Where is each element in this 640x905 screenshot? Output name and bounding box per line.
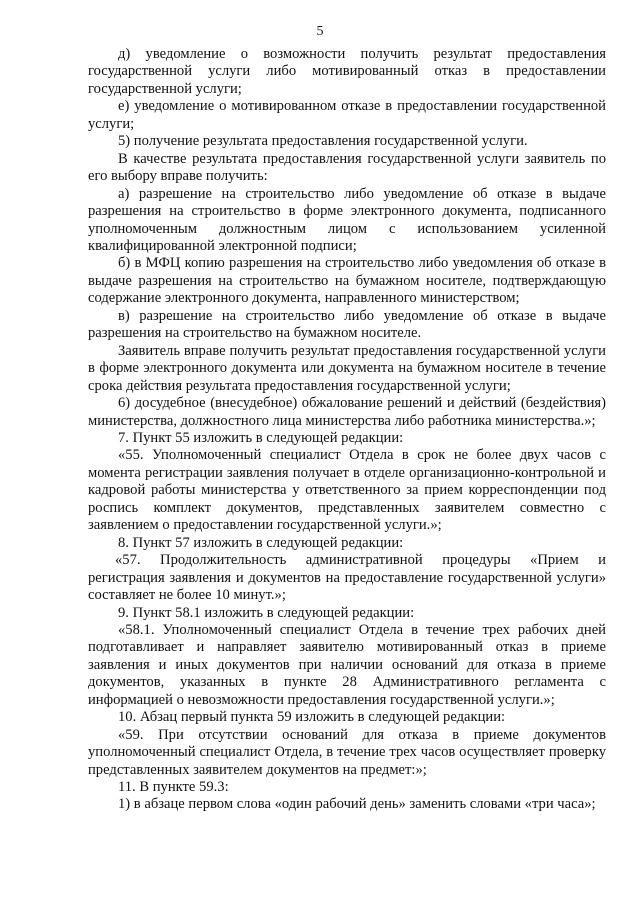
paragraph-a: а) разрешение на строительство либо уведомление об отказе в выдаче разрешения на строительство в форме электронного документа, подписанного уполномоченным должностным лицом с использованием усиленной квалифицированной электронной подписи; — [88, 185, 606, 254]
paragraph-point-11: 11. В пункте 59.3: — [118, 779, 229, 796]
page-number: 5 — [316, 24, 324, 39]
paragraph-result-options: В качестве результата предоставления государственной услуги заявитель по его выбору вправе получить: — [88, 150, 606, 185]
paragraph-point-10: 10. Абзац первый пункта 59 изложить в следующей редакции: — [118, 709, 506, 726]
paragraph-clause-55: «55. Уполномоченный специалист Отдела в срок не более двух часов с момента регистрации заявления получает в отделе организационно-контрольной и кадровой работы министерства у ответственного за прием корреспонденции под роспись комплект документов, представленных заявителем совместно с заявлением о предоставлении государственной услуги.»; — [88, 447, 606, 534]
paragraph-point-9: 9. Пункт 58.1 изложить в следующей редакции: — [118, 604, 415, 621]
paragraph-v: в) разрешение на строительство либо уведомление об отказе в выдаче разрешения на строительство на бумажном носителе. — [88, 307, 606, 342]
paragraph-clause-59: «59. При отсутствии оснований для отказа в приеме документов уполномоченный специалист Отдела, в течение трех часов осуществляет проверку представленных заявителем документов на предмет:»; — [88, 726, 606, 778]
paragraph-clause-57: «57. Продолжительность административной процедуры «Прием и регистрация заявления и документов на предоставление государственной услуги» составляет не более 10 минут.»; — [88, 552, 606, 604]
paragraph-subitem-1: 1) в абзаце первом слова «один рабочий день» заменить словами «три часа»; — [118, 796, 596, 813]
paragraph-point-7: 7. Пункт 55 изложить в следующей редакции: — [118, 429, 404, 446]
paragraph-applicant-right: Заявитель вправе получить результат предоставления государственной услуги в форме электронного документа или документа на бумажном носителе в течение срока действия результата предоставления государственной услуги; — [88, 342, 606, 394]
paragraph-item-5: 5) получение результата предоставления государственной услуги. — [118, 133, 528, 150]
paragraph-d: д) уведомление о возможности получить результат предоставления государственной услуги либо мотивированный отказ в предоставлении государственной услуги; — [88, 46, 606, 97]
paragraph-e: е) уведомление о мотивированном отказе в предоставлении государственной услуги; — [88, 98, 606, 132]
document-body — [88, 46, 606, 814]
paragraph-point-8: 8. Пункт 57 изложить в следующей редакции: — [118, 534, 404, 551]
paragraph-clause-58-1: «58.1. Уполномоченный специалист Отдела в течение трех рабочих дней подготавливает и направляет заявителю мотивированный отказ в приеме заявления и иных документов при наличии оснований для отказа в приеме документов, указанных в пункте 28 Административного регламента с информацией о невозможности предоставления государственной услуги.»; — [88, 621, 606, 708]
paragraph-item-6: 6) досудебное (внесудебное) обжалование решений и действий (бездействия) министерства, должностного лица министерства либо работника министерства.»; — [88, 395, 606, 429]
paragraph-b: б) в МФЦ копию разрешения на строительство либо уведомления об отказе в выдаче разрешения на строительство на бумажном носителе, подтверждающую содержание электронного документа, направленного министерством; — [88, 255, 606, 307]
